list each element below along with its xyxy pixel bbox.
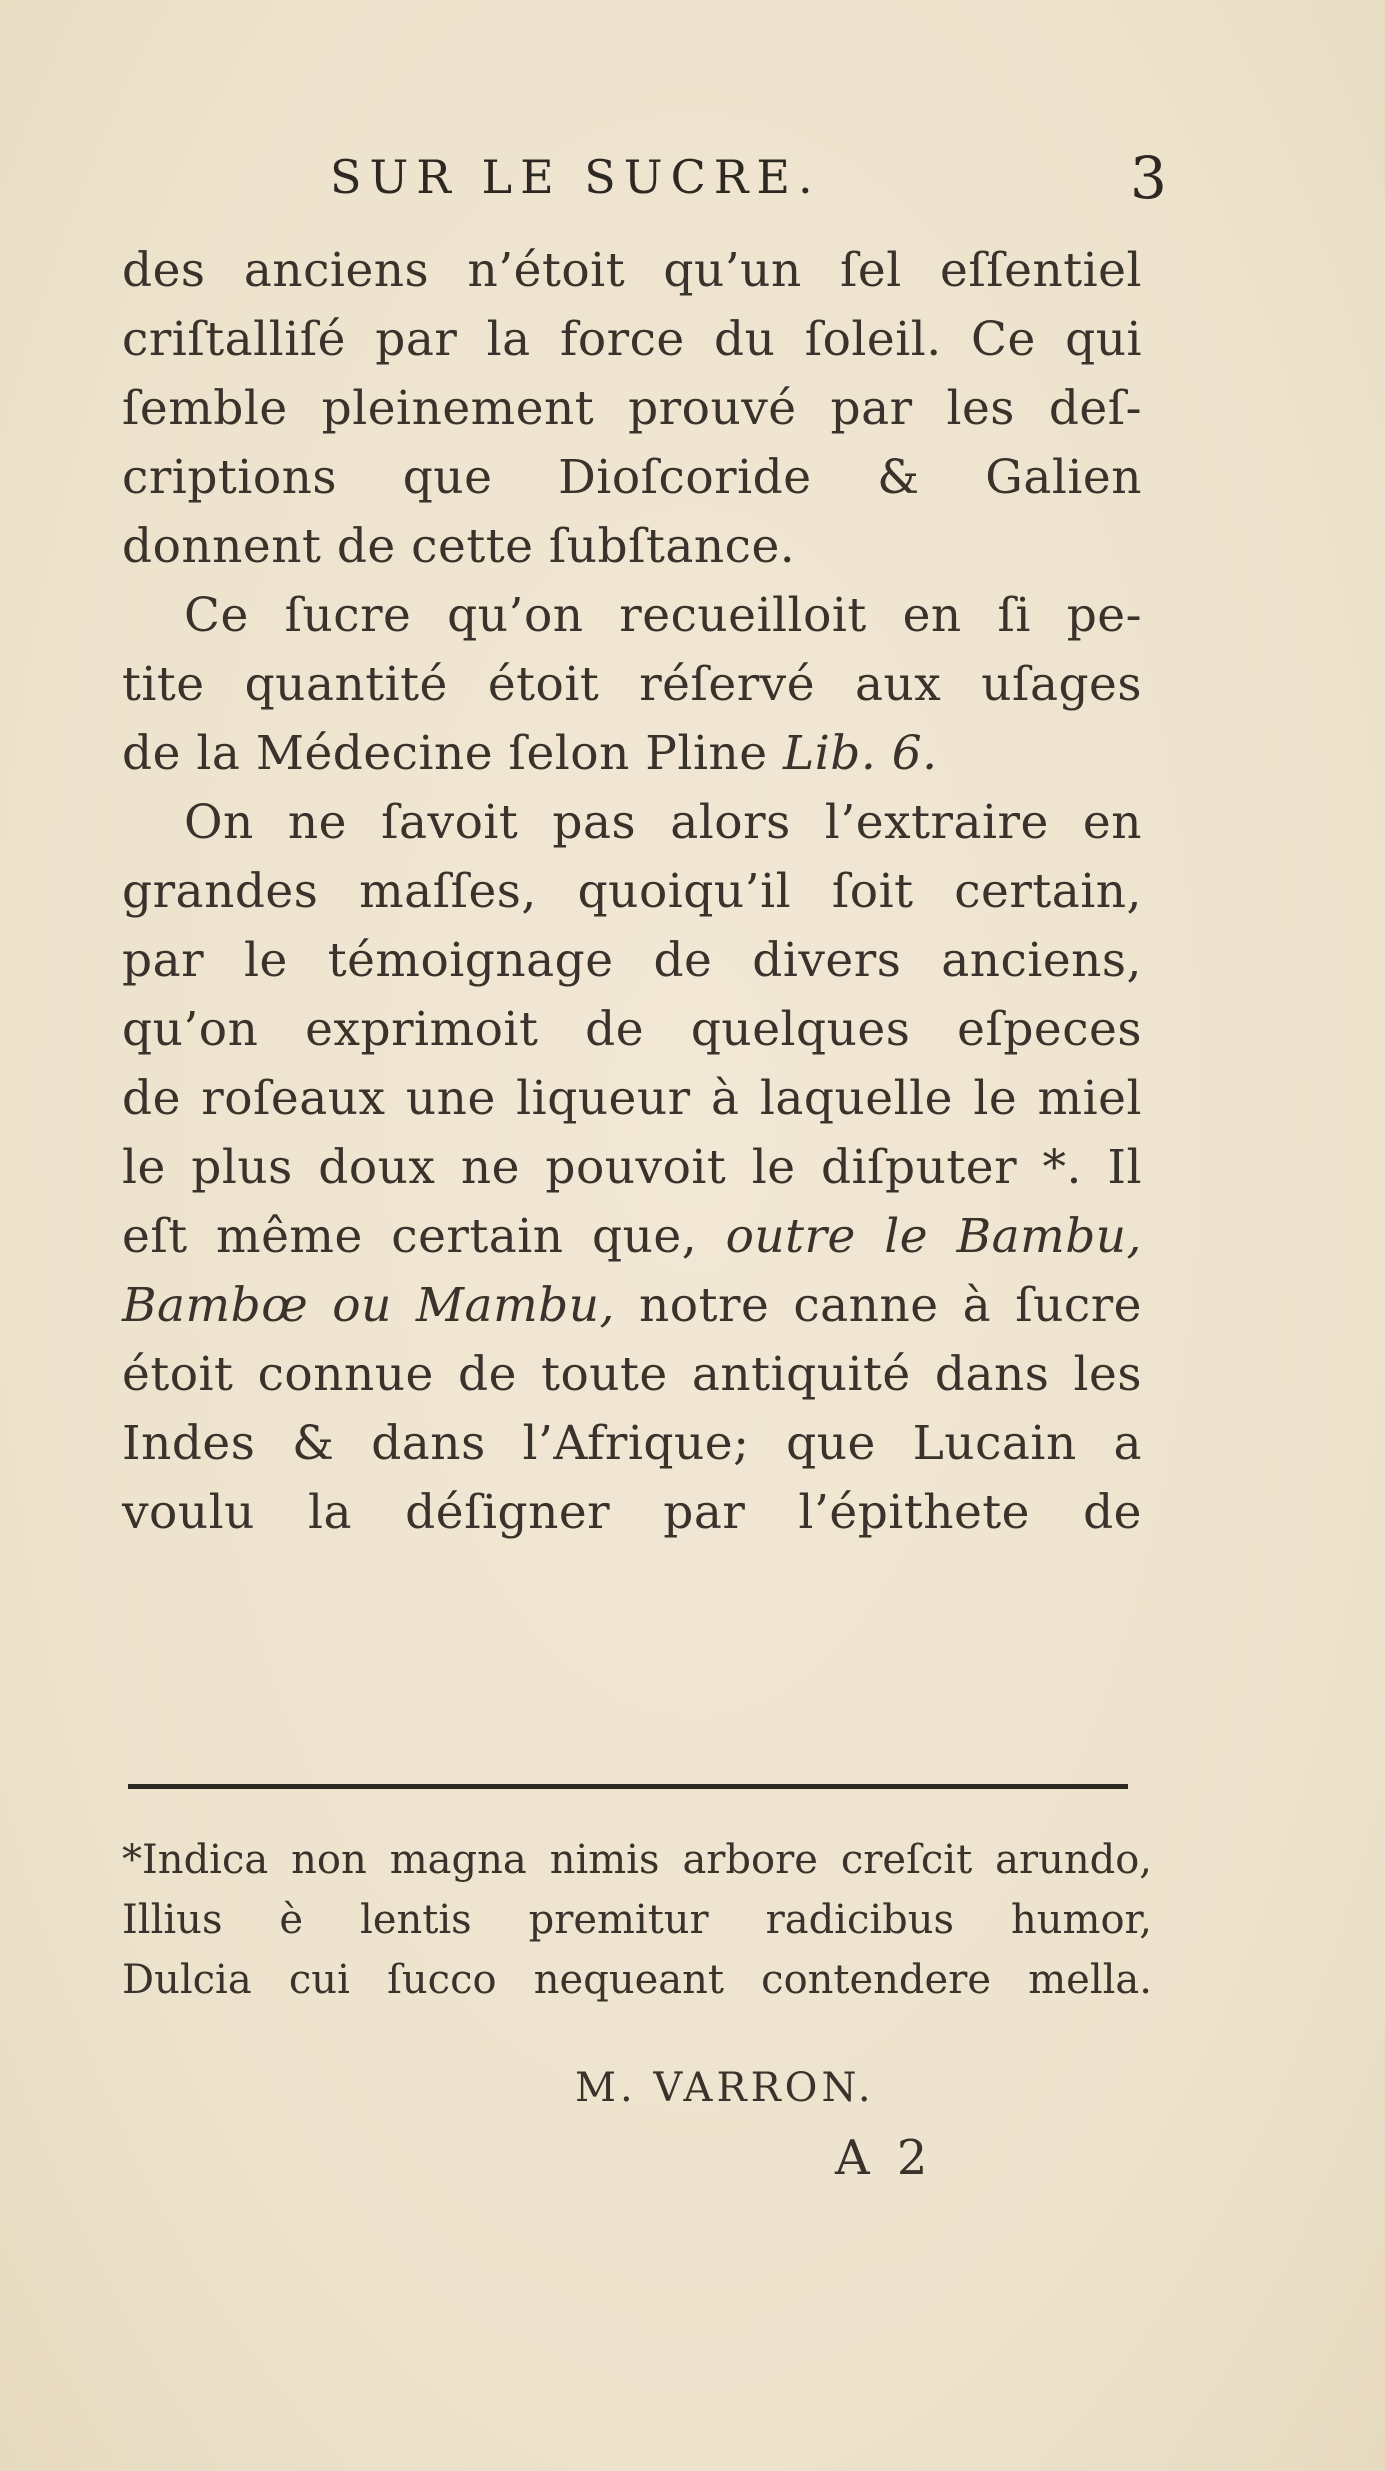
running-title: SUR LE SUCRE. xyxy=(330,150,821,204)
text-line: qu’on exprimoit de quelques eſpeces xyxy=(122,1002,1142,1057)
italic-term: Bambœ ou Mambu, xyxy=(122,1278,615,1333)
text-run: eſt même certain que, xyxy=(122,1209,726,1264)
text-line: de roſeaux une liqueur à laquelle le miel xyxy=(122,1071,1142,1126)
text-line: ſemble pleinement prouvé par les deſ- xyxy=(122,381,1142,436)
text-line: tite quantité étoit réſervé aux uſages xyxy=(122,657,1142,712)
footnote-line: Dulcia cui ſucco nequeant contendere mella. xyxy=(122,1957,1152,2003)
paragraph-start-line: Ce ſucre qu’on recueilloit en ſi pe- xyxy=(184,588,1142,643)
italic-term: outre le Bambu, xyxy=(725,1209,1142,1264)
running-header xyxy=(300,144,1200,220)
text-line xyxy=(122,1271,1142,1340)
paragraph-start-line: On ne ſavoit pas alors l’extraire en xyxy=(184,795,1142,850)
main-text xyxy=(122,236,1142,1547)
citation: Lib. 6. xyxy=(783,726,938,781)
text-line: des anciens n’étoit qu’un ſel eſſentiel xyxy=(122,243,1142,298)
footnote-attribution: M. VARRON. xyxy=(575,2065,875,2111)
text-line: criptions que Dioſcoride & Galien xyxy=(122,450,1142,505)
footnote xyxy=(122,1830,1152,2010)
signature-mark: A 2 xyxy=(835,2130,934,2186)
page-number: 3 xyxy=(1130,144,1175,212)
footnote-line: Illius è lentis premitur radicibus humor, xyxy=(122,1897,1152,1943)
footnote-rule xyxy=(128,1784,1128,1789)
text-line: étoit connue de toute antiquité dans les xyxy=(122,1347,1142,1402)
footnote-line: *Indica non magna nimis arbore creſcit arundo, xyxy=(122,1837,1152,1883)
text-line: criſtalliſé par la force du ſoleil. Ce qui xyxy=(122,312,1142,367)
text-run: de la Médecine ſelon Pline xyxy=(122,726,784,781)
text-line: grandes maſſes, quoiqu’il ſoit certain, xyxy=(122,864,1142,919)
text-line: voulu la déſigner par l’épithete de xyxy=(122,1485,1142,1540)
text-line xyxy=(122,1202,1142,1271)
text-line: par le témoignage de divers anciens, xyxy=(122,933,1142,988)
text-line: donnent de cette ſubſtance. xyxy=(122,519,796,574)
text-line: le plus doux ne pouvoit le diſputer *. Il xyxy=(122,1140,1142,1195)
text-run: notre canne à ſucre xyxy=(614,1278,1142,1333)
text-line xyxy=(122,719,1142,788)
text-line: Indes & dans l’Afrique; que Lucain a xyxy=(122,1416,1142,1471)
